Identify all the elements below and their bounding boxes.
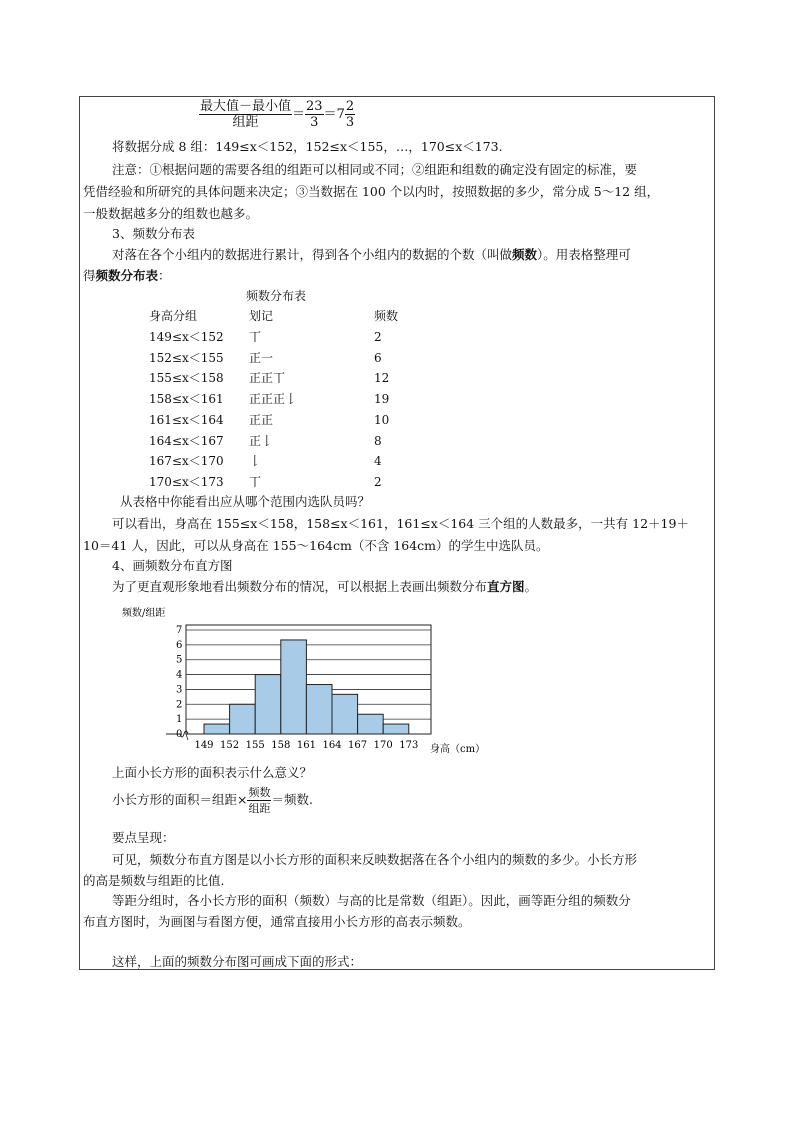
- table-cell-tally: 正正正𠄌: [249, 392, 298, 407]
- histogram-bar: [281, 640, 307, 734]
- y-tick-label: 0: [176, 729, 183, 740]
- key-line-3: 等距分组时，各小长方形的面积（频数）与高的比是常数（组距）。因此，画等距分组的频数分: [112, 893, 631, 908]
- x-axis-label: 身高（cm）: [430, 744, 486, 755]
- histogram-bar: [306, 685, 332, 734]
- table-cell-freq: 12: [374, 371, 390, 386]
- histogram-bar: [383, 724, 409, 734]
- y-tick-label: 1: [176, 714, 183, 726]
- table-header-group: 身高分组: [149, 309, 198, 323]
- key-line-2: 的高是频数与组距的比值.: [83, 873, 225, 888]
- table-cell-group: 158≤x＜161: [149, 392, 224, 407]
- histogram-bar: [358, 714, 384, 734]
- table-cell-group: 149≤x＜152: [149, 330, 224, 344]
- closing-line: 这样，上面的频数分布图可画成下面的形式：: [112, 954, 363, 969]
- x-tick-label: 152: [220, 740, 240, 751]
- table-cell-freq: 6: [374, 350, 382, 365]
- y-tick-label: 5: [176, 654, 183, 666]
- x-tick-label: 173: [399, 740, 419, 751]
- x-tick-label: 170: [373, 740, 393, 751]
- histogram-bar: [255, 675, 281, 734]
- key-points-title: 要点呈现：: [112, 830, 175, 845]
- fraction-23-3: $\frac{23}{3}$: [306, 99, 323, 130]
- table-cell-freq: 2: [374, 474, 382, 489]
- table-cell-group: 161≤x＜164: [149, 412, 224, 427]
- paragraph-3-line-2: 得频数分布表：: [83, 268, 171, 283]
- y-tick-label: 2: [176, 699, 183, 711]
- x-tick-label: 149: [194, 740, 214, 751]
- section-3-heading: 3、频数分布表: [112, 226, 195, 241]
- y-tick-label: 3: [176, 684, 183, 696]
- section-4-heading: 4、画频数分布直方图: [112, 558, 233, 573]
- table-cell-freq: 19: [374, 392, 390, 407]
- table-cell-group: 152≤x＜155: [149, 350, 224, 365]
- fraction-range-over-width: $\frac{\text{最大值－最小值}}{\text{组距}}$: [200, 99, 292, 130]
- note-line-3: 一般数据越多分的组数也越多。: [83, 206, 259, 221]
- paragraph-3-line-1: 对落在各个小组内的数据进行累计，得到各个小组内的数据的个数（叫做频数）。用表格整理可: [112, 247, 631, 262]
- y-tick-label: 7: [176, 625, 183, 636]
- table-cell-tally: 𠄌: [249, 454, 262, 469]
- x-tick-label: 167: [348, 740, 368, 751]
- paragraph-4: 为了更直观形象地看出频数分布的情况，可以根据上表画出频数分布直方图。: [112, 579, 538, 594]
- range-formula: $\frac{\text{最大值－最小值}}{\text{组距}}$ ＝ $\frac{23}{3}$ ＝7 $\frac{2}{3}$: [200, 99, 355, 130]
- table-title: 频数分布表: [246, 289, 307, 303]
- table-cell-tally: 正𠄌: [249, 433, 274, 448]
- table-cell-freq: 4: [374, 454, 382, 469]
- question-1: 从表格中你能看出应从哪个范围内选队员吗？: [120, 494, 371, 509]
- key-line-1: 可见，频数分布直方图是以小长方形的面积来反映数据落在各个小组内的频数的多少。小长方形: [112, 852, 638, 867]
- table-cell-tally: 正一: [249, 350, 274, 365]
- table-cell-freq: 8: [374, 433, 382, 448]
- table-header-tally: 划记: [249, 309, 274, 323]
- table-cell-group: 170≤x＜173: [149, 474, 224, 489]
- histogram-chart: [120, 603, 500, 763]
- y-axis-label: 频数/组距: [122, 608, 166, 619]
- fraction-2-3: $\frac{2}{3}$: [345, 99, 355, 130]
- histogram-bar: [332, 694, 358, 734]
- fraction-freq-over-width: $\frac{\text{频数}}{\text{组距}}$: [248, 786, 271, 815]
- groups-paragraph: 将数据分成 8 组：149≤x＜152，152≤x＜155，…，170≤x＜173.: [112, 139, 503, 154]
- table-cell-group: 155≤x＜158: [149, 371, 224, 386]
- x-tick-label: 155: [245, 740, 265, 751]
- table-cell-group: 167≤x＜170: [149, 454, 224, 469]
- table-cell-tally: 丅: [249, 330, 262, 344]
- table-cell-freq: 2: [374, 330, 382, 344]
- axis-break-tick: [186, 734, 188, 740]
- answer-1-line-2: 10＝41 人，因此，可以从身高在 155～164cm（不含 164cm）的学生中选队员。: [83, 538, 549, 553]
- y-tick-label: 4: [176, 669, 183, 681]
- table-cell-tally: 正正: [249, 412, 274, 427]
- histogram-bar: [204, 724, 230, 734]
- table-header-freq: 频数: [374, 309, 399, 323]
- table-cell-freq: 10: [374, 412, 390, 427]
- area-formula: 小长方形的面积＝组距× $\frac{\text{频数}}{\text{组距}}$ ＝频数.: [112, 786, 313, 815]
- table-cell-tally: 正正丅: [249, 371, 286, 386]
- answer-1-line-1: 可以看出，身高在 155≤x＜158，158≤x＜161，161≤x＜164 三个组的人数最多，一共有 12＋19＋: [112, 516, 689, 531]
- note-line-2: 凭借经验和所研究的具体问题来决定；③当数据在 100 个以内时，按照数据的多少，常分成 5～12 组，: [83, 184, 660, 199]
- histogram-bar: [230, 704, 256, 734]
- key-line-4: 布直方图时，为画图与看图方便，通常直接用小长方形的高表示频数。: [83, 914, 471, 929]
- table-cell-group: 164≤x＜167: [149, 433, 224, 448]
- x-tick-label: 161: [296, 740, 316, 751]
- x-tick-label: 164: [322, 740, 342, 751]
- note-line-1: 注意：①根据问题的需要各组的组距可以相同或不同；②组距和组数的确定没有固定的标准，要: [112, 162, 638, 177]
- y-tick-label: 6: [176, 639, 183, 651]
- question-2: 上面小长方形的面积表示什么意义？: [112, 765, 313, 780]
- x-tick-label: 158: [271, 740, 291, 751]
- table-cell-tally: 丅: [249, 474, 262, 489]
